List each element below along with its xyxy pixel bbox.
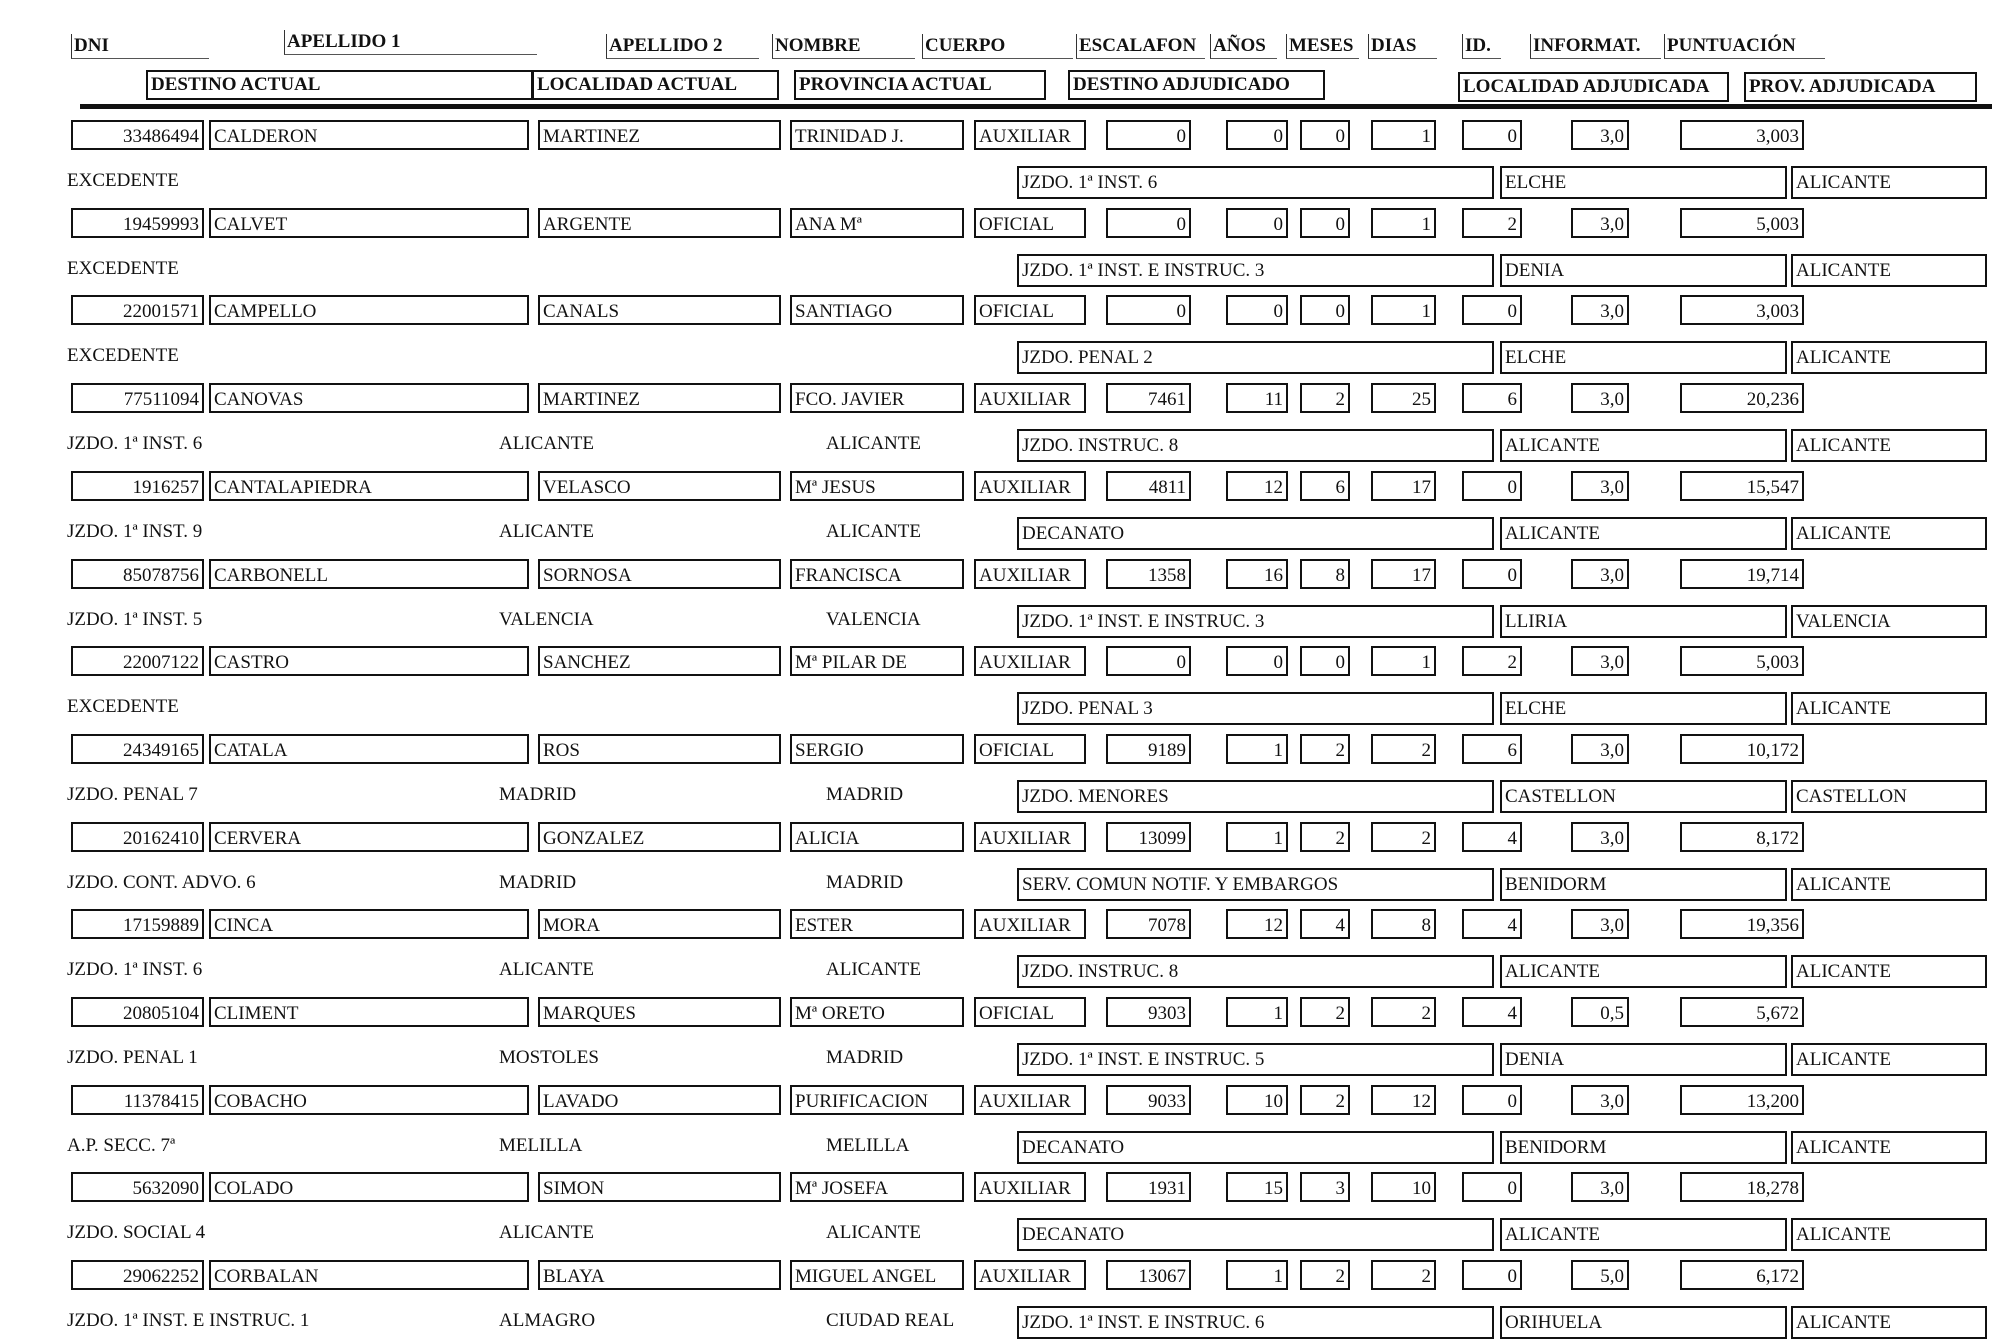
- header-provincia-actual: PROVINCIA ACTUAL: [794, 70, 1046, 100]
- field-id: 2: [1462, 646, 1522, 676]
- field-apellido2: SORNOSA: [538, 559, 781, 589]
- field-nombre: ESTER: [790, 909, 964, 939]
- field-destino-adjudicado: DECANATO: [1017, 1218, 1494, 1251]
- field-meses: 6: [1300, 471, 1350, 501]
- field-puntuacion: 3,003: [1680, 120, 1804, 150]
- field-apellido2: ROS: [538, 734, 781, 764]
- field-localidad-adjudicada: ELCHE: [1500, 341, 1787, 374]
- field-cuerpo: AUXILIAR: [974, 646, 1086, 676]
- field-escalafon: 7461: [1106, 383, 1191, 413]
- field-nombre: Mª PILAR DE: [790, 646, 964, 676]
- field-apellido2: SIMON: [538, 1172, 781, 1202]
- header-id: ID.: [1462, 34, 1501, 59]
- field-nombre: ALICIA: [790, 822, 964, 852]
- field-informat: 3,0: [1571, 295, 1629, 325]
- field-prov-adjudicada: CASTELLON: [1791, 780, 1987, 813]
- field-localidad-actual: ALMAGRO: [499, 1310, 596, 1332]
- field-dni: 33486494: [71, 120, 204, 150]
- field-cuerpo: AUXILIAR: [974, 909, 1086, 939]
- field-anos: 0: [1226, 208, 1288, 238]
- field-apellido2: MARTINEZ: [538, 120, 781, 150]
- field-cuerpo: OFICIAL: [974, 734, 1086, 764]
- field-localidad-adjudicada: LLIRIA: [1500, 605, 1787, 638]
- field-anos: 16: [1226, 559, 1288, 589]
- field-prov-adjudicada: ALICANTE: [1791, 955, 1987, 988]
- field-puntuacion: 19,356: [1680, 909, 1804, 939]
- field-informat: 3,0: [1571, 559, 1629, 589]
- field-anos: 1: [1226, 1260, 1288, 1290]
- field-cuerpo: OFICIAL: [974, 997, 1086, 1027]
- field-cuerpo: AUXILIAR: [974, 471, 1086, 501]
- field-provincia-actual: MADRID: [826, 871, 904, 893]
- field-dni: 20162410: [71, 822, 204, 852]
- field-localidad-actual: ALICANTE: [499, 1222, 594, 1244]
- field-localidad-adjudicada: CASTELLON: [1500, 780, 1787, 813]
- field-provincia-actual: ALICANTE: [826, 959, 921, 981]
- field-destino-actual: EXCEDENTE: [67, 696, 179, 718]
- field-cuerpo: AUXILIAR: [974, 822, 1086, 852]
- field-escalafon: 0: [1106, 646, 1191, 676]
- field-apellido2: GONZALEZ: [538, 822, 781, 852]
- field-dias: 10: [1371, 1172, 1436, 1202]
- field-localidad-adjudicada: DENIA: [1500, 1043, 1787, 1076]
- field-apellido2: MORA: [538, 909, 781, 939]
- field-informat: 3,0: [1571, 822, 1629, 852]
- field-id: 4: [1462, 822, 1522, 852]
- field-dias: 17: [1371, 471, 1436, 501]
- field-nombre: Mª JESUS: [790, 471, 964, 501]
- field-dni: 77511094: [71, 383, 204, 413]
- header-informat: INFORMAT.: [1530, 34, 1661, 59]
- field-escalafon: 7078: [1106, 909, 1191, 939]
- field-destino-actual: JZDO. 1ª INST. 5: [67, 608, 203, 630]
- field-escalafon: 13067: [1106, 1260, 1191, 1290]
- field-localidad-adjudicada: DENIA: [1500, 254, 1787, 287]
- field-dni: 1916257: [71, 471, 204, 501]
- field-id: 0: [1462, 559, 1522, 589]
- field-informat: 5,0: [1571, 1260, 1629, 1290]
- header-prov-adjudicada: PROV. ADJUDICADA: [1744, 72, 1977, 102]
- field-informat: 3,0: [1571, 208, 1629, 238]
- field-cuerpo: AUXILIAR: [974, 1260, 1086, 1290]
- field-provincia-actual: CIUDAD REAL: [826, 1310, 955, 1332]
- field-provincia-actual: ALICANTE: [826, 1222, 921, 1244]
- field-dias: 2: [1371, 734, 1436, 764]
- field-destino-adjudicado: JZDO. INSTRUC. 8: [1017, 955, 1494, 988]
- field-dias: 1: [1371, 120, 1436, 150]
- field-meses: 2: [1300, 822, 1350, 852]
- field-apellido2: ARGENTE: [538, 208, 781, 238]
- field-puntuacion: 3,003: [1680, 295, 1804, 325]
- field-localidad-adjudicada: ORIHUELA: [1500, 1306, 1787, 1339]
- field-informat: 3,0: [1571, 471, 1629, 501]
- field-prov-adjudicada: ALICANTE: [1791, 1306, 1987, 1339]
- field-localidad-actual: MADRID: [499, 783, 577, 805]
- field-anos: 10: [1226, 1085, 1288, 1115]
- field-anos: 1: [1226, 997, 1288, 1027]
- field-meses: 0: [1300, 295, 1350, 325]
- field-provincia-actual: ALICANTE: [826, 433, 921, 455]
- field-prov-adjudicada: ALICANTE: [1791, 1131, 1987, 1164]
- field-meses: 2: [1300, 1260, 1350, 1290]
- field-apellido1: CINCA: [209, 909, 529, 939]
- field-escalafon: 4811: [1106, 471, 1191, 501]
- field-localidad-actual: ALICANTE: [499, 959, 594, 981]
- field-puntuacion: 19,714: [1680, 559, 1804, 589]
- field-meses: 0: [1300, 208, 1350, 238]
- field-nombre: Mª ORETO: [790, 997, 964, 1027]
- header-anos: AÑOS: [1210, 34, 1277, 59]
- field-id: 0: [1462, 1085, 1522, 1115]
- field-dias: 8: [1371, 909, 1436, 939]
- field-id: 4: [1462, 909, 1522, 939]
- field-escalafon: 9189: [1106, 734, 1191, 764]
- field-dias: 1: [1371, 646, 1436, 676]
- field-cuerpo: AUXILIAR: [974, 559, 1086, 589]
- field-meses: 2: [1300, 997, 1350, 1027]
- field-localidad-adjudicada: ALICANTE: [1500, 429, 1787, 462]
- field-puntuacion: 18,278: [1680, 1172, 1804, 1202]
- field-nombre: FCO. JAVIER: [790, 383, 964, 413]
- header-dias: DIAS: [1368, 34, 1437, 59]
- field-nombre: SERGIO: [790, 734, 964, 764]
- field-anos: 1: [1226, 734, 1288, 764]
- field-apellido1: CALDERON: [209, 120, 529, 150]
- field-nombre: Mª JOSEFA: [790, 1172, 964, 1202]
- field-anos: 0: [1226, 120, 1288, 150]
- field-anos: 1: [1226, 822, 1288, 852]
- field-destino-actual: JZDO. 1ª INST. 6: [67, 433, 203, 455]
- field-meses: 2: [1300, 734, 1350, 764]
- field-dni: 24349165: [71, 734, 204, 764]
- field-puntuacion: 5,003: [1680, 646, 1804, 676]
- field-dni: 11378415: [71, 1085, 204, 1115]
- field-cuerpo: AUXILIAR: [974, 120, 1086, 150]
- field-destino-adjudicado: JZDO. PENAL 2: [1017, 341, 1494, 374]
- field-localidad-adjudicada: ALICANTE: [1500, 517, 1787, 550]
- field-anos: 12: [1226, 471, 1288, 501]
- field-provincia-actual: ALICANTE: [826, 520, 921, 542]
- field-dni: 22001571: [71, 295, 204, 325]
- field-escalafon: 1358: [1106, 559, 1191, 589]
- field-puntuacion: 6,172: [1680, 1260, 1804, 1290]
- field-prov-adjudicada: ALICANTE: [1791, 166, 1987, 199]
- header-divider: [80, 104, 1992, 109]
- field-apellido1: CANOVAS: [209, 383, 529, 413]
- field-localidad-actual: ALICANTE: [499, 433, 594, 455]
- field-anos: 11: [1226, 383, 1288, 413]
- field-destino-adjudicado: JZDO. 1ª INST. E INSTRUC. 5: [1017, 1043, 1494, 1076]
- field-apellido2: MARTINEZ: [538, 383, 781, 413]
- field-provincia-actual: MADRID: [826, 783, 904, 805]
- field-id: 0: [1462, 471, 1522, 501]
- field-destino-actual: JZDO. SOCIAL 4: [67, 1222, 206, 1244]
- field-cuerpo: OFICIAL: [974, 295, 1086, 325]
- header-localidad-adjudicada: LOCALIDAD ADJUDICADA: [1458, 72, 1729, 102]
- field-localidad-adjudicada: ALICANTE: [1500, 1218, 1787, 1251]
- field-destino-adjudicado: JZDO. INSTRUC. 8: [1017, 429, 1494, 462]
- field-prov-adjudicada: ALICANTE: [1791, 254, 1987, 287]
- field-provincia-actual: MADRID: [826, 1047, 904, 1068]
- header-meses: MESES: [1286, 34, 1359, 59]
- field-apellido2: VELASCO: [538, 471, 781, 501]
- field-prov-adjudicada: ALICANTE: [1791, 692, 1987, 725]
- field-escalafon: 9303: [1106, 997, 1191, 1027]
- field-anos: 0: [1226, 646, 1288, 676]
- field-cuerpo: AUXILIAR: [974, 1085, 1086, 1115]
- field-destino-adjudicado: JZDO. 1ª INST. 6: [1017, 166, 1494, 199]
- field-id: 0: [1462, 120, 1522, 150]
- field-localidad-adjudicada: BENIDORM: [1500, 1131, 1787, 1164]
- field-destino-actual: EXCEDENTE: [67, 345, 179, 367]
- field-destino-actual: JZDO. 1ª INST. E INSTRUC. 1: [67, 1310, 310, 1332]
- field-escalafon: 0: [1106, 295, 1191, 325]
- field-apellido1: CARBONELL: [209, 559, 529, 589]
- field-dias: 17: [1371, 559, 1436, 589]
- field-meses: 0: [1300, 646, 1350, 676]
- field-apellido1: CALVET: [209, 208, 529, 238]
- field-meses: 8: [1300, 559, 1350, 589]
- field-destino-adjudicado: DECANATO: [1017, 517, 1494, 550]
- field-id: 0: [1462, 1260, 1522, 1290]
- field-localidad-adjudicada: BENIDORM: [1500, 868, 1787, 901]
- field-dias: 25: [1371, 383, 1436, 413]
- field-escalafon: 13099: [1106, 822, 1191, 852]
- field-puntuacion: 8,172: [1680, 822, 1804, 852]
- field-meses: 3: [1300, 1172, 1350, 1202]
- field-anos: 12: [1226, 909, 1288, 939]
- field-puntuacion: 5,672: [1680, 997, 1804, 1027]
- field-prov-adjudicada: ALICANTE: [1791, 341, 1987, 374]
- field-apellido1: CANTALAPIEDRA: [209, 471, 529, 501]
- field-dni: 20805104: [71, 997, 204, 1027]
- header-escalafon: ESCALAFON: [1076, 34, 1205, 59]
- field-puntuacion: 13,200: [1680, 1085, 1804, 1115]
- field-apellido2: LAVADO: [538, 1085, 781, 1115]
- field-destino-actual: A.P. SECC. 7ª: [67, 1134, 176, 1156]
- field-destino-adjudicado: DECANATO: [1017, 1131, 1494, 1164]
- field-destino-adjudicado: SERV. COMUN NOTIF. Y EMBARGOS: [1017, 868, 1494, 901]
- field-nombre: PURIFICACION: [790, 1085, 964, 1115]
- field-destino-adjudicado: JZDO. 1ª INST. E INSTRUC. 6: [1017, 1306, 1494, 1339]
- field-id: 2: [1462, 208, 1522, 238]
- field-localidad-actual: VALENCIA: [499, 608, 594, 630]
- field-meses: 4: [1300, 909, 1350, 939]
- field-localidad-adjudicada: ELCHE: [1500, 692, 1787, 725]
- field-id: 0: [1462, 295, 1522, 325]
- field-destino-adjudicado: JZDO. PENAL 3: [1017, 692, 1494, 725]
- header-cuerpo: CUERPO: [922, 34, 1073, 59]
- field-nombre: TRINIDAD J.: [790, 120, 964, 150]
- field-apellido2: MARQUES: [538, 997, 781, 1027]
- field-localidad-actual: MELILLA: [499, 1134, 583, 1156]
- field-localidad-adjudicada: ALICANTE: [1500, 955, 1787, 988]
- field-destino-actual: JZDO. 1ª INST. 6: [67, 959, 203, 981]
- field-cuerpo: AUXILIAR: [974, 383, 1086, 413]
- field-prov-adjudicada: ALICANTE: [1791, 1043, 1987, 1076]
- field-destino-actual: EXCEDENTE: [67, 257, 179, 279]
- header-localidad-actual: LOCALIDAD ACTUAL: [532, 70, 779, 100]
- field-prov-adjudicada: ALICANTE: [1791, 868, 1987, 901]
- field-puntuacion: 15,547: [1680, 471, 1804, 501]
- field-informat: 0,5: [1571, 997, 1629, 1027]
- field-destino-adjudicado: JZDO. 1ª INST. E INSTRUC. 3: [1017, 605, 1494, 638]
- field-escalafon: 0: [1106, 120, 1191, 150]
- field-nombre: MIGUEL ANGEL: [790, 1260, 964, 1290]
- field-anos: 0: [1226, 295, 1288, 325]
- field-dias: 12: [1371, 1085, 1436, 1115]
- field-anos: 15: [1226, 1172, 1288, 1202]
- field-apellido1: CASTRO: [209, 646, 529, 676]
- field-dni: 5632090: [71, 1172, 204, 1202]
- field-localidad-actual: MOSTOLES: [499, 1047, 599, 1068]
- field-prov-adjudicada: ALICANTE: [1791, 517, 1987, 550]
- header-dni: DNI: [71, 34, 209, 59]
- field-informat: 3,0: [1571, 1172, 1629, 1202]
- field-destino-actual: JZDO. PENAL 1: [67, 1047, 198, 1068]
- field-escalafon: 9033: [1106, 1085, 1191, 1115]
- field-destino-actual: EXCEDENTE: [67, 170, 179, 191]
- field-apellido1: CATALA: [209, 734, 529, 764]
- field-apellido2: BLAYA: [538, 1260, 781, 1290]
- field-informat: 3,0: [1571, 909, 1629, 939]
- field-apellido2: SANCHEZ: [538, 646, 781, 676]
- header-destino-actual: DESTINO ACTUAL: [146, 70, 533, 100]
- field-dni: 85078756: [71, 559, 204, 589]
- field-provincia-actual: VALENCIA: [826, 608, 921, 630]
- field-apellido1: CAMPELLO: [209, 295, 529, 325]
- field-meses: 0: [1300, 120, 1350, 150]
- field-provincia-actual: MELILLA: [826, 1134, 910, 1156]
- field-destino-actual: JZDO. CONT. ADVO. 6: [67, 871, 256, 893]
- field-informat: 3,0: [1571, 383, 1629, 413]
- field-apellido1: CERVERA: [209, 822, 529, 852]
- field-nombre: SANTIAGO: [790, 295, 964, 325]
- field-apellido1: CLIMENT: [209, 997, 529, 1027]
- field-dias: 2: [1371, 822, 1436, 852]
- field-id: 4: [1462, 997, 1522, 1027]
- field-nombre: ANA Mª: [790, 208, 964, 238]
- field-localidad-actual: MADRID: [499, 871, 577, 893]
- field-informat: 3,0: [1571, 120, 1629, 150]
- field-meses: 2: [1300, 1085, 1350, 1115]
- field-cuerpo: OFICIAL: [974, 208, 1086, 238]
- field-apellido1: COLADO: [209, 1172, 529, 1202]
- field-prov-adjudicada: ALICANTE: [1791, 1218, 1987, 1251]
- field-apellido1: CORBALAN: [209, 1260, 529, 1290]
- field-dias: 2: [1371, 1260, 1436, 1290]
- header-puntuacion: PUNTUACIÓN: [1664, 34, 1825, 59]
- header-nombre: NOMBRE: [772, 34, 915, 59]
- field-dni: 19459993: [71, 208, 204, 238]
- field-localidad-adjudicada: ELCHE: [1500, 166, 1787, 199]
- field-id: 0: [1462, 1172, 1522, 1202]
- header-apellido1: APELLIDO 1: [284, 30, 537, 55]
- field-destino-actual: JZDO. 1ª INST. 9: [67, 520, 203, 542]
- field-apellido1: COBACHO: [209, 1085, 529, 1115]
- field-dias: 1: [1371, 208, 1436, 238]
- field-puntuacion: 20,236: [1680, 383, 1804, 413]
- field-dias: 1: [1371, 295, 1436, 325]
- field-informat: 3,0: [1571, 734, 1629, 764]
- field-puntuacion: 5,003: [1680, 208, 1804, 238]
- field-localidad-actual: ALICANTE: [499, 520, 594, 542]
- field-dni: 17159889: [71, 909, 204, 939]
- field-informat: 3,0: [1571, 1085, 1629, 1115]
- field-nombre: FRANCISCA: [790, 559, 964, 589]
- field-dias: 2: [1371, 997, 1436, 1027]
- field-dni: 29062252: [71, 1260, 204, 1290]
- header-destino-adjudicado: DESTINO ADJUDICADO: [1068, 70, 1325, 100]
- field-id: 6: [1462, 383, 1522, 413]
- field-destino-adjudicado: JZDO. 1ª INST. E INSTRUC. 3: [1017, 254, 1494, 287]
- field-apellido2: CANALS: [538, 295, 781, 325]
- field-dni: 22007122: [71, 646, 204, 676]
- field-informat: 3,0: [1571, 646, 1629, 676]
- field-destino-actual: JZDO. PENAL 7: [67, 783, 198, 805]
- field-destino-adjudicado: JZDO. MENORES: [1017, 780, 1494, 813]
- field-escalafon: 0: [1106, 208, 1191, 238]
- field-meses: 2: [1300, 383, 1350, 413]
- field-prov-adjudicada: ALICANTE: [1791, 429, 1987, 462]
- field-puntuacion: 10,172: [1680, 734, 1804, 764]
- field-id: 6: [1462, 734, 1522, 764]
- field-escalafon: 1931: [1106, 1172, 1191, 1202]
- header-apellido2: APELLIDO 2: [606, 34, 759, 59]
- field-prov-adjudicada: VALENCIA: [1791, 605, 1987, 638]
- field-cuerpo: AUXILIAR: [974, 1172, 1086, 1202]
